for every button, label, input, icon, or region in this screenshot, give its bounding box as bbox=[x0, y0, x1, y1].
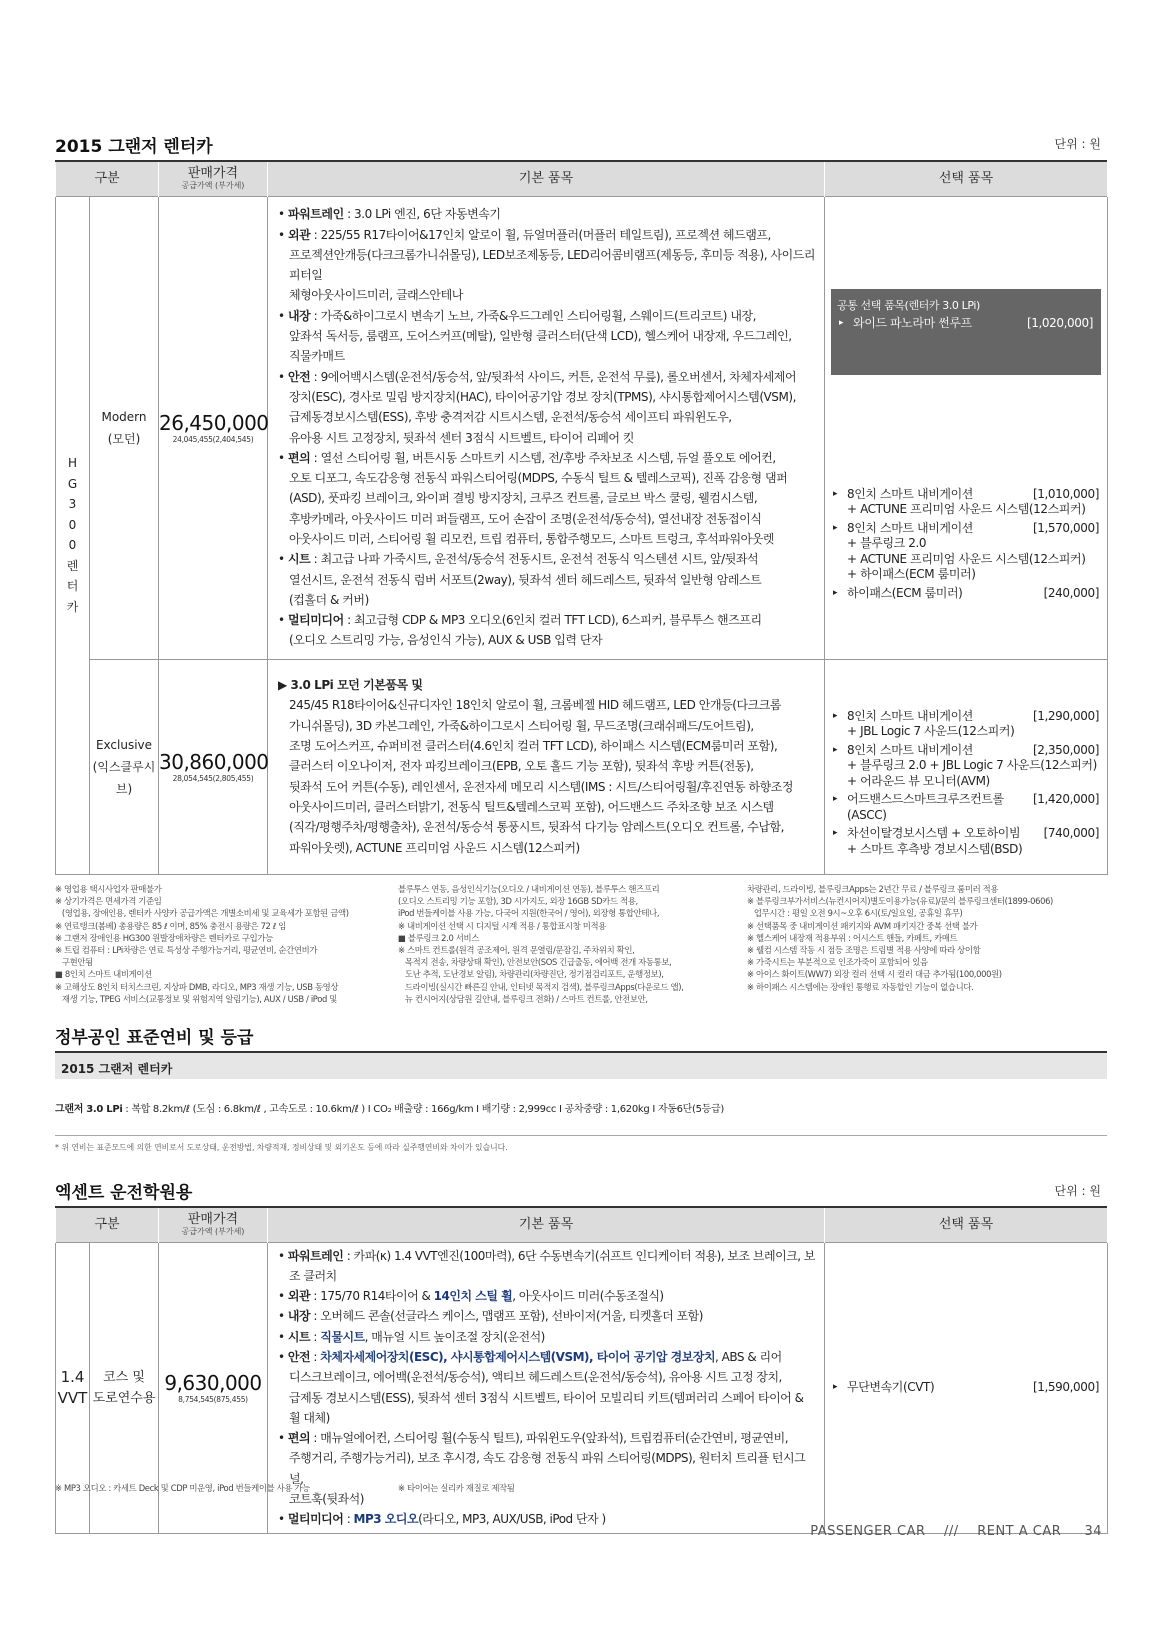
basic-label: 파워트레인 bbox=[287, 1248, 344, 1263]
basic-line: • 내장 : 가죽&하이그로시 변속기 노브, 가죽&우드그레인 스티어링휠, 스웨이드(트리코트) 내장, bbox=[278, 308, 757, 323]
option-price: [1,420,000] bbox=[1032, 792, 1099, 807]
basic-line: 장치(ESC), 경사로 밀림 방지장치(HAC), 타이어공기압 경보 장치(TPMS), 샤시통합제어시스템(VSM), bbox=[289, 389, 796, 404]
basic-line: 디스크브레이크, 에어백(운전석/동승석), 액티브 헤드레스트(운전석/동승석), 유아용 시트 고정 장치, bbox=[289, 1370, 782, 1385]
accent-basic bbox=[268, 1242, 825, 1533]
option-label: 어드밴스드스마트크루즈컨트롤(ASCC) bbox=[847, 792, 1004, 822]
header2-basic: 기본 품목 bbox=[268, 1208, 825, 1242]
note-line: 도난 추적, 도난경보 알림), 차량관리(차량진단, 정기점검리포트, 운행정보), bbox=[398, 969, 664, 980]
note-line: ※ 그랜저 장애인용 HG300 원발장애차량은 렌터카로 구입가능 bbox=[55, 932, 273, 943]
basic-line: • 편의 : 매뉴얼에어컨, 스티어링 휠(수동식 틸트), 파워윈도우(앞좌석), 트립컴퓨터(순간연비, 평균연비, bbox=[278, 1431, 789, 1446]
basic-line: 주행거리, 주행가능거리), 보조 후시경, 속도 감응형 전동식 파워 스티어링(MDPS), 원터치 트리플 턴시그널, bbox=[289, 1451, 806, 1486]
option-label: 8인치 스마트 내비게이션 bbox=[847, 486, 973, 501]
basic-line: • 외관 : 175/70 R14타이어 & 14인치 스틸 휠, 아웃사이드 미러(수동조절식) bbox=[278, 1289, 664, 1304]
group-label bbox=[56, 196, 90, 874]
basic-label: 시트 bbox=[288, 552, 311, 567]
basic-line: 245/45 R18타이어&신규디자인 18인치 알로이 휠, 크롬베젤 HID 헤드램프, LED 안개등(다크크롬 bbox=[289, 698, 782, 713]
fuel-subtitle-bar bbox=[55, 1053, 1107, 1079]
basic-highlight: 차체자세제어장치(ESC), 샤시통합제어시스템(VSM), 타이어 공기압 경보장치 bbox=[320, 1349, 716, 1364]
option-cont: + 블루링크 2.0 bbox=[847, 536, 927, 551]
accent-note-2: ※ 타이어는 실리카 재질로 제작됨 bbox=[398, 1483, 515, 1493]
option-cont: + JBL Logic 7 사운드(12스피커) bbox=[847, 724, 1015, 739]
basic-label: 멀티미디어 bbox=[288, 613, 344, 628]
basic-line: 아웃사이드미러, 클러스터밝기, 전동식 틸트&텔레스코픽 포함), 어드밴스드 주차조향 보조 시스템 bbox=[289, 799, 774, 814]
option-name bbox=[831, 586, 1101, 602]
basic-line: 직물카매트 bbox=[289, 349, 345, 364]
basic-line: • 안전 : 차체자세제어장치(ESC), 샤시통합제어시스템(VSM), 타이어 공기압 경보장치, ABS & 리어 bbox=[278, 1349, 782, 1364]
accent-price: 9,630,000 8,754,545(875,455) bbox=[159, 1242, 268, 1533]
option-label: 8인치 스마트 내비게이션 bbox=[847, 742, 973, 757]
note-line: ※ 헬스케어 내장재 적용부위 : 어시스트 핸들, 카페트, 카매트 bbox=[747, 932, 958, 943]
model-modern: Modern (모던) bbox=[90, 196, 159, 659]
option-cont: + 블루링크 2.0 + JBL Logic 7 사운드(12스피커) bbox=[847, 758, 1097, 773]
basic-line: 오토 디포그, 속도감응형 전동식 파워스티어링(MDPS, 수동식 틸트 & 텔레스코픽), 진폭 감응형 댐퍼 bbox=[289, 471, 788, 486]
note-line: (오디오 스트리밍 기능 포함), 3D 시가지도, 외장 16GB SD카드 적용, bbox=[398, 896, 638, 907]
basic-exclusive bbox=[268, 659, 825, 874]
note-line: 차량관리, 드라이빙, 블루링크Apps는 2년간 무료 / 블루링크 룸미러 적용 bbox=[747, 884, 999, 894]
header2-category: 구분 bbox=[56, 1208, 159, 1242]
basic-highlight: MP3 오디오 bbox=[353, 1512, 419, 1527]
section1-unit: 단위 : 원 bbox=[1054, 137, 1101, 151]
page-footer: PASSENGER CAR /// RENT A CAR 34 bbox=[810, 1524, 1102, 1539]
option-name bbox=[831, 709, 1101, 725]
basic-line: 체형아웃사이드미러, 글래스안테나 bbox=[289, 288, 463, 303]
header2-option: 선택 품목 bbox=[825, 1208, 1108, 1242]
note-line: 목적지 전송, 차량상태 확인), 안전보안(SOS 긴급출동, 에어백 전개 자동통보, bbox=[398, 957, 672, 968]
option-price: [1,010,000] bbox=[1032, 486, 1099, 501]
options-modern bbox=[825, 196, 1108, 659]
basic-line: 유아용 시트 고정장치, 뒷좌석 센터 3점식 시트벨트, 타이어 리페어 킷 bbox=[289, 430, 635, 445]
basic-label: 내장 bbox=[288, 308, 311, 323]
basic-line: (컵홀더 & 커버) bbox=[289, 592, 369, 607]
option-cont: + 하이패스(ECM 룸미러) bbox=[847, 567, 976, 582]
basic-line: 클러스터 이오나이저, 전자 파킹브레이크(EPB, 오토 홀드 기능 포함), 뒷좌석 후방 커튼(전동), bbox=[289, 759, 754, 774]
fuel-note: * 위 연비는 표준모드에 의한 연비로서 도로상태, 운전방법, 차량적재, 정비상태 및 외기온도 등에 따라 실주행연비와 차이가 있습니다. bbox=[55, 1143, 508, 1152]
option-item bbox=[831, 586, 1101, 602]
basic-line: 열선시트, 운전석 전동식 럼버 서포트(2way), 뒷좌석 센터 헤드레스트, 뒷좌석 일반형 암레스트 bbox=[289, 572, 762, 587]
common-option-box: 공통 선택 품목(렌터카 3.0 LPi) ▸ 와이드 파노라마 썬루프 [1,020,000] bbox=[831, 289, 1101, 375]
note-line: ※ 선택품목 중 내비게이션 패키지와 AVM 패키지간 중복 선택 불가 bbox=[747, 920, 978, 931]
basic-label: 시트 bbox=[287, 1329, 311, 1344]
basic-line: (ASD), 풋파킹 브레이크, 와이퍼 결빙 방지장치, 크루즈 컨트롤, 글로브 박스 쿨링, 웰컴시스템, bbox=[289, 491, 758, 506]
group-label-char: 0 bbox=[68, 517, 77, 532]
option-item bbox=[831, 743, 1101, 790]
basic-line: (직각/평행주차/평행출차), 운전석/동승석 통풍시트, 뒷좌석 다기능 암레스트(오디오 컨트롤, 수납함, bbox=[289, 820, 785, 835]
note-line: 블루투스 연동, 음성인식기능(오디오 / 내비게이션 연동), 블루투스 핸즈프리 bbox=[398, 884, 660, 894]
note-line: ※ 웰컴 시스템 작동 시 점등 조명은 트림별 적용 사양에 따라 상이함 bbox=[747, 945, 981, 956]
basic-line: 파워아웃렛), ACTUNE 프리미엄 사운드 시스템(12스피커) bbox=[289, 840, 580, 855]
header-option: 선택 품목 bbox=[825, 162, 1108, 196]
basic-label: 내장 bbox=[287, 1309, 311, 1324]
basic-line: 프로젝션안개등(다크크롬가니쉬몰딩), LED보조제동등, LED리어콤비램프(제동등, 후미등 적용), 사이드리피터일 bbox=[289, 247, 816, 283]
accent-model: 코스 및 도로연수용 bbox=[90, 1242, 159, 1533]
note-line: (영업용, 장애인용, 렌터카 사양카 공급가액은 개별소비세 및 교육세가 포함된 금액) bbox=[55, 908, 349, 919]
option-price: [1,570,000] bbox=[1032, 520, 1099, 535]
model-exclusive: Exclusive (익스클루시브) bbox=[90, 659, 159, 874]
exclusive-head: ▶ 3.0 LPi 모던 기본품목 및 bbox=[278, 678, 423, 693]
options-exclusive bbox=[825, 659, 1108, 874]
section1-title: 2015 그랜저 렌터카 bbox=[55, 137, 213, 157]
basic-line: 앞좌석 독서등, 룸램프, 도어스커프(메탈), 일반형 클러스터(단색 LCD), 헬스케어 내장재, 우드그레인, bbox=[289, 329, 792, 344]
option-name bbox=[831, 743, 1101, 759]
basic-line: • 내장 : 오버헤드 콘솔(선글라스 케이스, 맵램프 포함), 선바이저(거울, 티켓홀더 포함) bbox=[278, 1309, 703, 1324]
group-label-char: G bbox=[67, 476, 78, 491]
basic-label: 안전 bbox=[288, 369, 311, 384]
basic-highlight: 14인치 스틸 휠 bbox=[433, 1289, 513, 1304]
group-label-char: 3 bbox=[68, 497, 77, 511]
group-label-char: H bbox=[67, 456, 78, 470]
basic-label: 외관 bbox=[287, 1289, 311, 1304]
note-line: ※ 고해상도 8인치 터치스크린, 지상파 DMB, 라디오, MP3 재생 기능, USB 동영상 bbox=[55, 981, 339, 992]
basic-line: • 파워트레인 : 카파(κ) 1.4 VVT엔진(100마력), 6단 수동변속기(쉬프트 인디케이터 적용), 보조 브레이크, 보조 클러치 bbox=[278, 1248, 816, 1283]
option-cont: + ACTUNE 프리미엄 사운드 시스템(12스피커) bbox=[847, 551, 1086, 566]
basic-line: • 외관 : 225/55 R17타이어&17인치 알로이 휠, 듀얼머플러(머플러 테일트림), 프로젝션 헤드램프, bbox=[278, 227, 771, 242]
basic-line: 급제동 경보시스템(ESS), 뒷좌석 센터 3점식 시트벨트, 타이어 모빌리티 키트(템퍼러리 스페어 타이어 & 휠 대체) bbox=[289, 1390, 804, 1425]
fuel-line: 그랜저 3.0 LPi : 복합 8.2km/ℓ (도심 : 6.8km/ℓ , 고속도로 : 10.6km/ℓ ) I CO₂ 배출량 : 166g/km I 배기량 : 2,999cc I 공차중량 : 1,620kg I 자동6단(5등급) bbox=[55, 1104, 725, 1115]
note-line: 재생 기능, TPEG 서비스(교통정보 및 위험지역 알림기능), AUX / USB / iPod 및 bbox=[55, 993, 337, 1004]
header-basic: 기본 품목 bbox=[268, 162, 825, 196]
note-line: 뉴 컨시어지(상담원 길안내, 블루링크 전화) / 스마트 컨트롤, 안전보안, bbox=[398, 993, 648, 1004]
basic-label: 외관 bbox=[288, 227, 311, 242]
notes-col-2 bbox=[398, 883, 743, 1005]
option-price: [740,000] bbox=[1043, 826, 1099, 841]
basic-label: 편의 bbox=[287, 1431, 311, 1446]
grandeur-price-table bbox=[55, 162, 1108, 875]
note-line: iPod 번들케이블 사용 가능, 다국어 지원(한국어 / 영어), 외장형 통합안테나, bbox=[398, 908, 660, 919]
option-label: 차선이탈경보시스템 + 오토하이빔 bbox=[847, 826, 1021, 841]
option-cont: + 스마트 후측방 경보시스템(BSD) bbox=[847, 841, 1023, 856]
note-line: ※ 내비게이션 선택 시 디지털 시계 적용 / 통합표시창 미적용 bbox=[398, 920, 606, 931]
basic-label: 멀티미디어 bbox=[287, 1512, 344, 1527]
option-label: 8인치 스마트 내비게이션 bbox=[847, 520, 973, 535]
section2-unit: 단위 : 원 bbox=[1054, 1184, 1101, 1198]
header-category: 구분 bbox=[56, 162, 159, 196]
group-label-char: 0 bbox=[68, 538, 77, 552]
option-item bbox=[831, 521, 1101, 583]
fuel-subtitle: 2015 그랜저 렌터카 bbox=[61, 1062, 173, 1076]
note-line: ※ 하이패스 시스템에는 장애인 통행료 자동할인 기능이 없습니다. bbox=[747, 981, 974, 992]
option-cont: + 어라운드 뷰 모니터(AVM) bbox=[847, 773, 990, 788]
option-label: 하이패스(ECM 룸미러) bbox=[847, 585, 963, 600]
basic-line: 아웃사이드 미러, 스티어링 휠 리모컨, 트립 컴퓨터, 통합주행모드, 스마트 트렁크, 후석파워아웃렛 bbox=[289, 531, 775, 546]
basic-line: 가니쉬몰딩), 3D 카본그레인, 가죽&하이그로시 스티어링 휠, 무드조명(크래쉬패드/도어트림), bbox=[289, 718, 754, 733]
note-line: 드라이빙(실시간 빠른길 안내, 인터넷 목적지 검색), 블루링크Apps(다운로드 앱), bbox=[398, 981, 684, 992]
basic-line: • 멀티미디어 : MP3 오디오(라디오, MP3, AUX/USB, iPod 단자 ) bbox=[278, 1512, 606, 1527]
basic-label: 안전 bbox=[287, 1349, 311, 1364]
accent-note-1: ※ MP3 오디오 : 카세트 Deck 및 CDP 미운영, iPod 번들케이블 사용 가능 bbox=[55, 1483, 310, 1493]
note-line: ■ 블루링크 2.0 서비스 bbox=[398, 932, 479, 943]
note-line: ※ 상기가격은 면세가격 기준임 bbox=[55, 896, 162, 907]
fuel-title: 정부공인 표준연비 및 등급 bbox=[55, 1028, 254, 1048]
note-line: ※ 스마트 컨트롤(원격 공조제어, 원격 문열림/문잠김, 주차위치 확인, bbox=[398, 945, 635, 956]
basic-line: 급제동경보시스템(ESS), 후방 충격저감 시트시스템, 운전석/동승석 세이프티 파워윈도우, bbox=[289, 410, 732, 425]
option-cont: + ACTUNE 프리미엄 사운드 시스템(12스피커) bbox=[847, 502, 1086, 517]
basic-line: 코트훅(뒷좌석) bbox=[289, 1492, 364, 1507]
note-line: ※ 가죽시트는 부분적으로 인조가죽이 포함되어 있음 bbox=[747, 957, 928, 968]
price-modern: 26,450,000 24,045,455(2,404,545) bbox=[159, 196, 268, 659]
group-label-char: 렌 bbox=[66, 558, 79, 573]
notes-col-1 bbox=[55, 883, 395, 1005]
note-line: ※ 블루링크부가서비스(뉴컨시어지)별도이용가능(유료)/문의 블루링크센터(1899-0606) bbox=[747, 896, 1053, 907]
option-name bbox=[831, 792, 1101, 823]
note-line: 업무시간 : 평일 오전 9시~오후 6시(토/일요일, 공휴일 휴무) bbox=[747, 908, 963, 919]
basic-line: (오디오 스트리밍 가능, 음성인식 가능), AUX & USB 입력 단자 bbox=[289, 633, 603, 648]
accent-options: ▸ 무단변속기(CVT) [1,590,000] bbox=[825, 1242, 1108, 1533]
group-label-char: 터 bbox=[66, 579, 79, 593]
basic-line: • 시트 : 최고급 나파 가죽시트, 운전석/동승석 전동시트, 운전석 전동식 익스텐션 시트, 앞/뒷좌석 bbox=[278, 552, 759, 567]
option-item bbox=[831, 792, 1101, 823]
basic-line: 후방카메라, 아웃사이드 미러 퍼들램프, 도어 손잡이 조명(운전석/동승석), 열선내장 전동접이식 bbox=[289, 511, 762, 526]
basic-line: • 안전 : 9에어백시스템(운전석/동승석, 앞/뒷좌석 사이드, 커튼, 운전석 무릎), 롤오버센서, 차체자세제어 bbox=[278, 369, 797, 384]
accent-engine: 1.4 VVT bbox=[56, 1242, 90, 1533]
option-label: 8인치 스마트 내비게이션 bbox=[847, 708, 973, 723]
basic-line: 뒷좌석 도어 커튼(수동), 레인센서, 운전자세 메모리 시스템(IMS : 시트/스티어링휠/후진연동 하향조정 bbox=[289, 779, 794, 794]
basic-line: • 시트 : 직물시트, 매뉴얼 시트 높이조절 장치(운전석) bbox=[278, 1329, 545, 1344]
header-price: 판매가격 공급가액 (부가세) bbox=[159, 162, 268, 196]
option-name bbox=[831, 487, 1101, 503]
option-item bbox=[831, 487, 1101, 518]
note-line: ■ 8인치 스마트 내비게이션 bbox=[55, 969, 152, 980]
note-line: ※ 영업용 택시사업자 판매불가 bbox=[55, 884, 162, 894]
basic-line: • 편의 : 열선 스티어링 휠, 버튼시동 스마트키 시스템, 전/후방 주차보조 시스템, 듀얼 풀오토 에어컨, bbox=[278, 450, 776, 465]
option-name bbox=[831, 826, 1101, 842]
basic-line: • 파워트레인 : 3.0 LPi 엔진, 6단 자동변속기 bbox=[278, 207, 501, 222]
price-exclusive: 30,860,000 28,054,545(2,805,455) bbox=[159, 659, 268, 874]
note-line: ※ 트립 컴퓨터 : LPi차량은 연료 특성상 주행가능거리, 평균연비, 순간연비가 bbox=[55, 945, 318, 956]
option-item bbox=[831, 826, 1101, 857]
basic-highlight: 직물시트 bbox=[320, 1329, 365, 1344]
option-price: [2,350,000] bbox=[1032, 742, 1099, 757]
group-label-char: 카 bbox=[66, 599, 79, 614]
option-price: [1,290,000] bbox=[1032, 708, 1099, 723]
option-price: [240,000] bbox=[1043, 585, 1099, 600]
notes-col-3 bbox=[747, 883, 1107, 993]
note-line: ※ 아이스 화이트(WW7) 외장 컬러 선택 시 컬러 대금 추가됨(100,000원) bbox=[747, 969, 1002, 980]
note-line: ※ 연료탱크(봄베) 총용량은 85 ℓ 이며, 85% 충전시 용량은 72 ℓ 임 bbox=[55, 920, 287, 931]
basic-label: 편의 bbox=[288, 450, 311, 465]
header2-price: 판매가격 공급가액 (부가세) bbox=[159, 1208, 268, 1242]
option-item bbox=[831, 709, 1101, 740]
basic-line: • 멀티미디어 : 최고급형 CDP & MP3 오디오(6인치 컬러 TFT LCD), 6스피커, 블루투스 핸즈프리 bbox=[278, 613, 762, 628]
note-line: 구현안됨 bbox=[55, 957, 93, 968]
basic-line: 조명 도어스커프, 슈퍼비전 클러스터(4.6인치 컬러 TFT LCD), 하이패스 시스템(ECM룸미러 포함), bbox=[289, 739, 778, 754]
basic-modern bbox=[268, 196, 825, 659]
option-name bbox=[831, 521, 1101, 537]
basic-label: 파워트레인 bbox=[288, 207, 344, 222]
section2-title: 엑센트 운전학원용 bbox=[55, 1183, 193, 1203]
